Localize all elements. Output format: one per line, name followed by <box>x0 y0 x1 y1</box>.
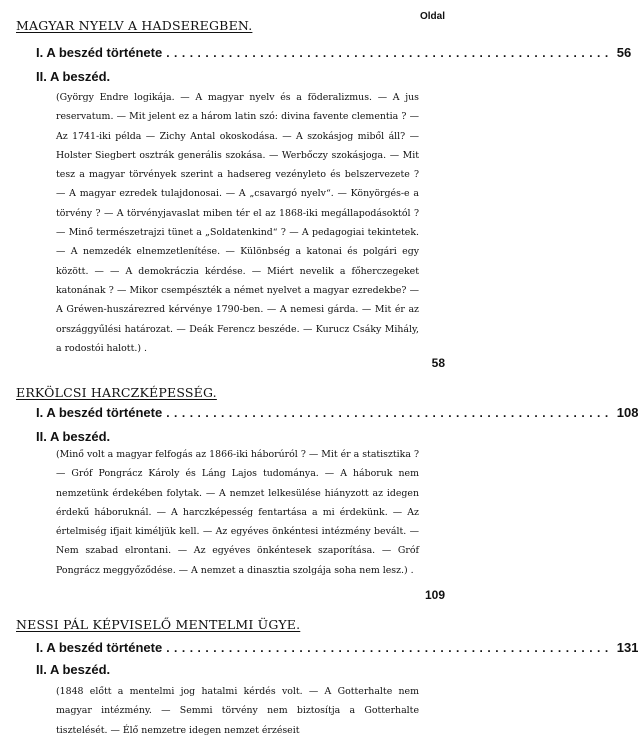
section-title: ERKÖLCSI HARCZKÉPESSÉG. <box>16 385 217 400</box>
page-number: 56 <box>616 45 632 60</box>
entry-label: I. A beszéd története <box>36 45 163 60</box>
page-column-header: Oldal <box>419 11 445 22</box>
speech-summary: (1848 előtt a mentelmi jog hatalmi kérdés volt. — A Gotterhalte nem magyar intézmény. — Semmi törvény nem biztosítja a Gotterhalte tisztelését. — Élő nemzetre idegen nemzet érzéseit <box>56 686 419 736</box>
speech-summary: (György Endre logikája. — A magyar nyelv és a föderalizmus. — A jus reservatum. — Mit jelent ez a három latin szó: divina favente clementia ? — Az 1741-iki példa — Zichy Antal okoskodása. — A szokásjog miből áll? — Holster Siegbert osztrák generális szokása. — Werbőczy szokásjoga. — Mit tesz a magyar törvények szerint a hadsereg vezényleto és belszervezete ? — A magyar ezredek tulajdonosai. — A „csavargó nyelv“. — Könyörgés-e a törvény ? — A törvényjavaslat miben tér el az 1868-iki megállapodásoktól ? — Minő természetrajzi tünet a „Soldatenkind“ ? — A pedagogiai tekintetek. — A nemzedék elnemzetlenítése. — Különbség a katonai és polgári egy között. — — A demokráczia kérdése. — Miért nevelik a főherczegeket katonának ? — Mikor csempészték a német nyelvet a magyar ezredekbe? — A Gréwen-huszárezred kérvénye 1790-ben. — A nemesi gárda. — Mit ér az országgyűlési határozat. — Deák Ferencz beszéde. — Kurucz Csáky Mihály, a rodostói halott.) . <box>56 92 419 354</box>
leader-dots: ......................................................... <box>166 641 613 655</box>
speech-summary: (Minő volt a magyar felfogás az 1866-iki háborúról ? — Mit ér a statisztika ? — Gróf Pongrácz Károly és Láng Lajos tudománya. — A háboruk nem nemzetünk érdekében folytak. — A nemzet lelkesülése hiányzott az idegen érdekű háboruknál. — A harczképesség fentartása a mi érdekünk. — Az értelmiség ifjait kiméljük kell. — Az egyéves önkéntesi intézmény bevált. — Nem szabad elrontani. — Az egyéves önkéntesek szaporítása. — Gróf Pongrácz meggyőződése. — A nemzet a dinasztia szolgája soha nem lesz.) . <box>56 449 419 576</box>
toc-entry-history[interactable] <box>36 640 638 655</box>
leader-dots: ......................................................... <box>166 406 613 420</box>
entry-label: II. A beszéd. <box>36 429 111 444</box>
entry-label: II. A beszéd. <box>36 69 111 84</box>
leader-dots: ......................................................... <box>166 46 613 60</box>
toc-entry-history[interactable] <box>36 45 632 60</box>
page-number: 131 <box>616 640 638 655</box>
toc-entry-speech[interactable] <box>36 429 445 444</box>
page-number: 108 <box>616 405 638 420</box>
entry-label: I. A beszéd története <box>36 640 163 655</box>
entry-label: I. A beszéd története <box>36 405 163 420</box>
toc-entry-speech[interactable] <box>36 662 445 677</box>
section-title: NESSI PÁL KÉPVISELŐ MENTELMI ÜGYE. <box>16 617 301 632</box>
section-title: MAGYAR NYELV A HADSEREGBEN. <box>16 18 253 33</box>
entry-label: II. A beszéd. <box>36 662 111 677</box>
page-number: 58 <box>431 356 445 370</box>
page-number: 109 <box>424 588 445 602</box>
toc-entry-speech[interactable] <box>36 69 445 84</box>
toc-entry-history[interactable] <box>36 405 638 420</box>
